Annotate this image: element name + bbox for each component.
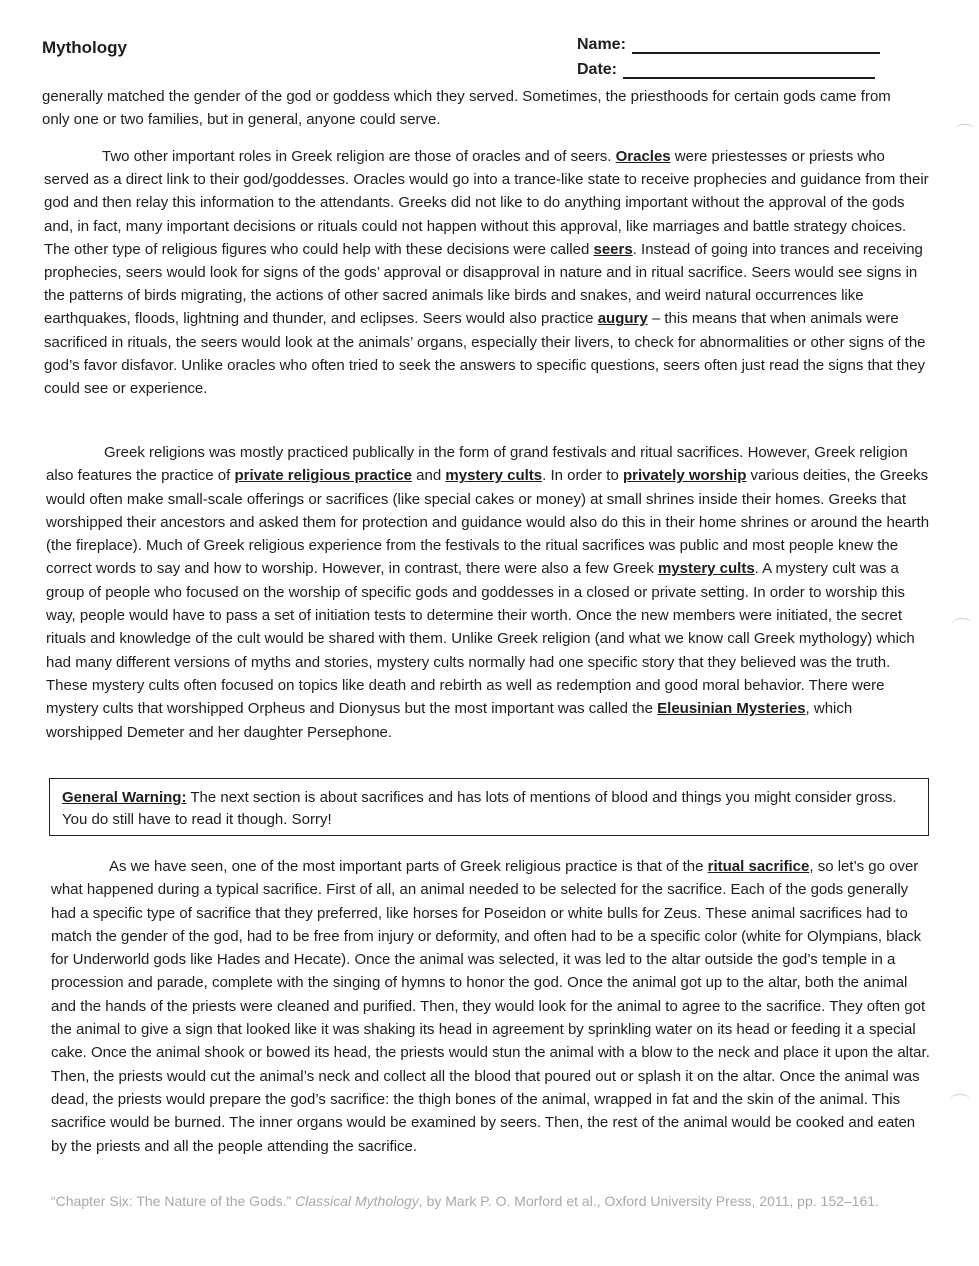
term-oracles: Oracles xyxy=(615,148,671,165)
text-run: . Instead of going into trances and receiving prophecies, seers would look for signs of the gods’ approval or disapproval in nature and in ritual sacrifice. Seers would see signs in the patterns of birds migrating, the actions of other sacred animals like birds and snakes, and weird natural occurrences like earthquakes, floods, lightning and thunder, and eclipses. Seers would also practice xyxy=(44,240,923,328)
text-run: and xyxy=(412,467,446,485)
citation-part1: “Chapter Six: The Nature of the Gods.” xyxy=(51,1193,296,1209)
term-eleusinian-mysteries: Eleusinian Mysteries xyxy=(657,700,806,718)
paragraph-private-worship-mystery-cults xyxy=(46,441,932,744)
warning-text: The next section is about sacrifices and has lots of mentions of blood and things you might consider gross. You do still have to read it though. Sorry! xyxy=(62,789,897,828)
warning-label: General Warning: xyxy=(62,789,187,806)
text-run: . A mystery cult was a group of people who focused on the worship of specific gods and goddesses in a closed or private setting. In order to worship this way, people would have to pass a set of initiation tests to determine their worth. Once the new members were initiated, the secret rituals and knowledge of the cult would be shared with them. Unlike Greek religion (and what we know call Greek mythology) which had many different versions of myths and stories, mystery cults normally had one specific story that they believed was the truth. These mystery cults often focused on topics like death and rebirth as well as redemption and good moral behavior. There were mystery cults that worshipped Orpheus and Dionysus but the most important was called the xyxy=(46,560,915,718)
text-run: , so let’s go over what happened during a typical sacrifice. First of all, an animal needed to be selected for the sacrifice. Each of the gods generally had a specific type of sacrifice that they preferred, like horses for Poseidon or white bulls for Zeus. These animal sacrifices had to match the gender of the god, had to be free from injury or deformity, and often had to be a specific color (white for Olympians, black for Underworld gods like Hades and Hecate). Once the animal was selected, it was led to the altar outside the god’s temple in a procession and parade, complete with the singing of hymns to honor the god. Once the animal got up to the altar, both the animal and the hands of the priests were cleaned and purified. Then, they would look for the animal to agree to the sacrifice. They often got the animal to give a sign that looked like it was shaking its head in agreement by sprinkling water on its head or feeding it a special cake. Once the animal shook or bowed its head, the priests would stun the animal with a blow to the neck and place it upon the altar. Then, the priests would cut the animal’s neck and collect all the blood that poured out or splash it on the altar. Once the animal was dead, the priests would prepare the god’s sacrifice: the thigh bones of the animal, wrapped in fat and the skin of the animal. This sacrifice would be burned. The inner organs would be examined by seers. Then, the rest of the animal would be cooked and eaten by the priests and all the people attending the sacrifice. xyxy=(51,858,930,1155)
scan-mark xyxy=(955,124,975,135)
text-run: – this means that when animals were sacrificed in rituals, the seers would look at the animals’ organs, especially their livers, to check for abnormalities or other signs of the god’s favor disfavor. Unlike oracles who often tried to seek the answers to specific questions, seers often just read the signs that they could see or experience. xyxy=(44,310,926,398)
term-private-religious-practice: private religious practice xyxy=(234,467,413,485)
term-augury: augury xyxy=(597,310,648,328)
text-run: Two other important roles in Greek religion are those of oracles and of seers. xyxy=(102,148,616,165)
scan-mark xyxy=(952,618,972,629)
text-run: were priestesses or priests who served as a direct link to their god/goddesses. Oracles would go into a trance-like state to receive prophecies and guidance from their god and then relay this information to the attendants. Greeks did not like to do anything important without the approval of the gods and, in fact, many important decisions or rituals could not happen without this approval, like marriages and battle strategy choices. The other type of religious figures who could help with these decisions were called xyxy=(44,148,929,258)
term-mystery-cults: mystery cults xyxy=(657,560,755,578)
text-run: Greek religions was mostly practiced publically in the form of grand festivals and ritual sacrifices. However, Greek religion also features the practice of xyxy=(46,444,908,485)
name-blank-line[interactable] xyxy=(632,38,880,54)
text-run: various deities, the Greeks would often make small-scale offerings or sacrifices (like special cakes or money) at small shrines inside their homes. Greeks that worshipped their ancestors and asked them for protection and guidance would also do this in their home shrines or around the hearth (the fireplace). Much of Greek religious experience from the festivals to the ritual sacrifices was public and most people knew the correct words to say and how to worship. However, in contrast, there were also a few Greek xyxy=(46,467,930,578)
paragraph-oracles-seers xyxy=(44,145,930,400)
citation-part2: , by Mark P. O. Morford et al., Oxford University Press, 2011, pp. 152–161. xyxy=(418,1193,879,1209)
paragraph-priesthood-continued: generally matched the gender of the god or goddess which they served. Sometimes, the priesthoods for certain gods came from only one or two families, but in general, anyone could serve. xyxy=(42,88,891,129)
page-title: Mythology xyxy=(42,38,127,57)
date-label: Date: xyxy=(577,61,618,78)
term-seers: seers xyxy=(593,240,633,258)
text-run: , which worshipped Demeter and her daughter Persephone. xyxy=(46,700,853,741)
date-blank-line[interactable] xyxy=(623,63,875,79)
citation xyxy=(51,1190,931,1212)
term-mystery-cults: mystery cults xyxy=(445,467,543,485)
name-field[interactable] xyxy=(577,36,880,54)
name-label: Name: xyxy=(577,36,626,53)
date-field[interactable] xyxy=(577,61,875,79)
citation-book-title: Classical Mythology xyxy=(295,1193,419,1209)
term-privately-worship: privately worship xyxy=(622,467,747,485)
text-run: . In order to xyxy=(542,467,623,485)
paragraph-ritual-sacrifice xyxy=(51,855,933,1158)
term-ritual-sacrifice: ritual sacrifice xyxy=(707,858,810,875)
text-run: As we have seen, one of the most important parts of Greek religious practice is that of the xyxy=(109,858,708,875)
scan-mark xyxy=(950,1094,970,1105)
general-warning-box xyxy=(49,778,929,836)
